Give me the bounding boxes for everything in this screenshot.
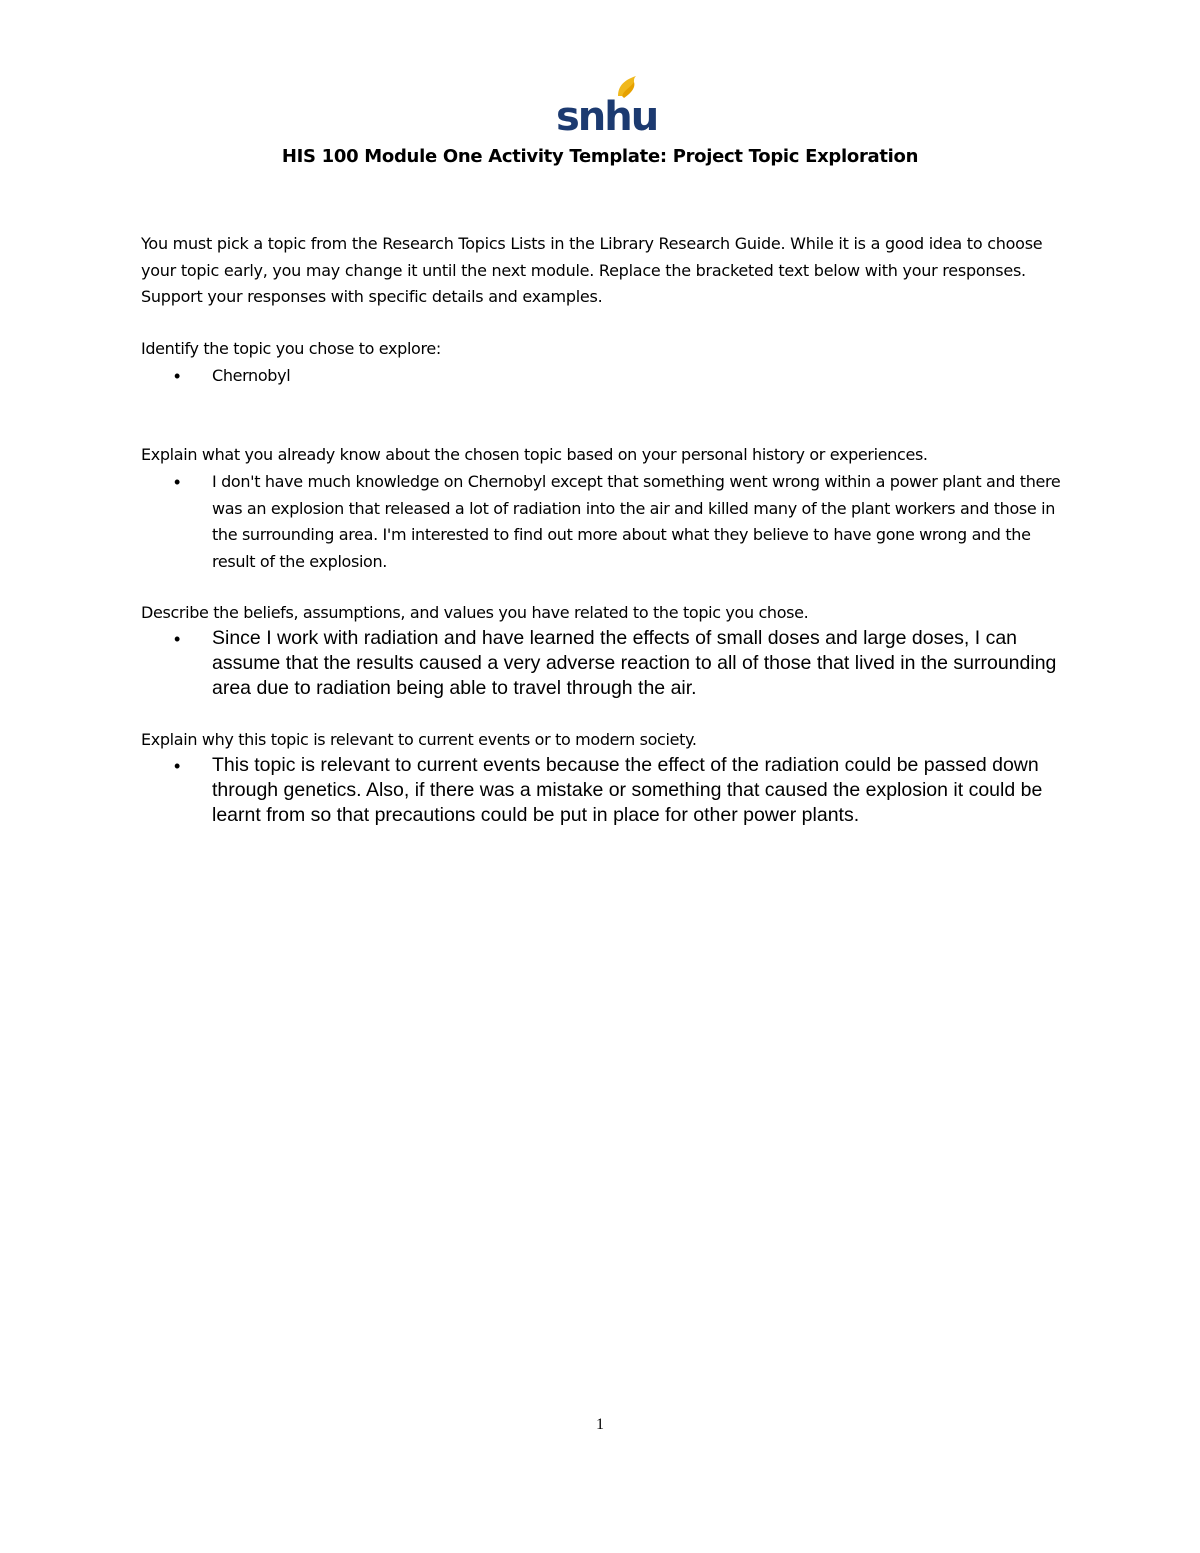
intro-paragraph: You must pick a topic from the Research Topics Lists in the Library Research Guide. While it is a good idea to choose your topic early, you may change it until the next module. Replace the bracketed text below with your responses. Support your responses with specific details and examples. xyxy=(141,234,1043,306)
prompt-knowledge: Explain what you already know about the chosen topic based on your personal history or experiences. xyxy=(141,445,928,464)
prompt-topic: Identify the topic you chose to explore: xyxy=(141,339,441,358)
snhu-logo-icon xyxy=(552,72,658,140)
answer-beliefs: Since I work with radiation and have learned the effects of small doses and large doses, I can assume that the results caused a very adverse reaction to all of those that lived in the surrounding area due to radiation being able to travel through the air. xyxy=(212,627,1057,700)
document-title: HIS 100 Module One Activity Template: Project Topic Exploration xyxy=(281,146,919,167)
prompt-beliefs: Describe the beliefs, assumptions, and values you have related to the topic you chose. xyxy=(141,603,809,622)
page-number: 1 xyxy=(596,1416,604,1433)
svg-text:snhu: snhu xyxy=(556,94,658,140)
prompt-relevance: Explain why this topic is relevant to current events or to modern society. xyxy=(141,730,697,749)
answer-topic: Chernobyl xyxy=(212,366,291,385)
bullet-icon: • xyxy=(174,472,181,492)
bullet-icon: • xyxy=(174,756,181,776)
bullet-icon: • xyxy=(174,629,181,649)
answer-knowledge: I don't have much knowledge on Chernobyl except that something went wrong within a power plant and there was an explosion that released a lot of radiation into the air and killed many of the plant workers and those in the surrounding area. I'm interested to find out more about what they believe to have gone wrong and the result of the explosion. xyxy=(212,472,1061,571)
answer-relevance: This topic is relevant to current events because the effect of the radiation could be passed down through genetics. Also, if there was a mistake or something that caused the explosion it could be learnt from so that precautions could be put in place for other power plants. xyxy=(212,754,1043,827)
bullet-icon: • xyxy=(174,366,181,386)
